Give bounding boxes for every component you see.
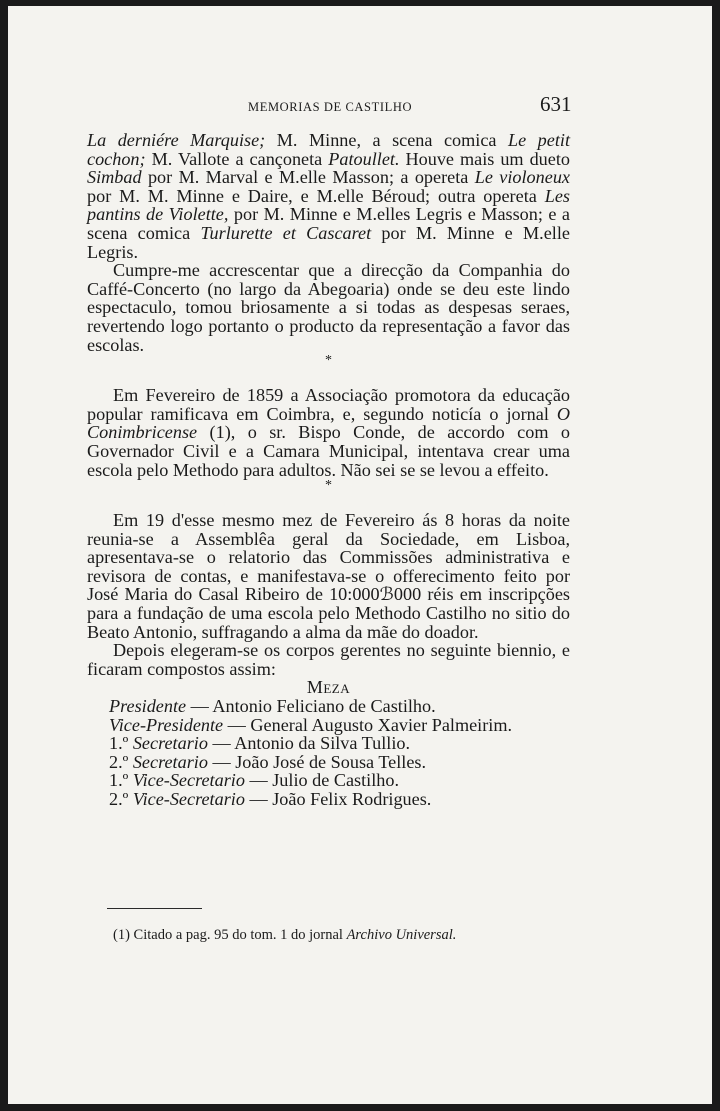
title-italic: Le petit cochon;: [87, 130, 570, 169]
text: por M. M. Minne e Daire, e M.elle Béroud; outra opereta: [87, 185, 545, 206]
title-italic: Patoullet.: [328, 148, 400, 169]
text: M. Vallote a cançoneta: [145, 148, 329, 169]
text: por M. Minne e M.elles Legris e Masson; e a scena comica: [87, 204, 570, 243]
text: M. Minne, a scena comica: [265, 130, 508, 150]
section-separator: *: [325, 478, 332, 494]
roster-row: 2.º Secretario — João José de Sousa Telles.: [109, 751, 427, 772]
text: Houve mais um dueto: [399, 148, 570, 169]
roster-row: 1.º Secretario — Antonio da Silva Tullio.: [109, 733, 411, 754]
paragraph-2: Cumpre-me accrescentar que a direcção da Companhia do Caffé-Concerto (no largo da Abegoaria) onde se deu este lindo espectaculo, tomou briosamente a si todas as despesas seraes, revertendo logo portanto o producto da representação a favor das escolas.: [87, 260, 570, 355]
text: por M. Minne e M.elle Legris.: [87, 222, 570, 262]
officer-roster: [87, 697, 570, 809]
paragraph-4: Em 19 d'esse mesmo mez de Fevereiro ás 8 horas da noite reunia-se a Assemblêa geral da Sociedade, em Lisboa, apresentava-se o relatorio das Commissões administrativa e revisora de contas, e manifestava-se o offerecimento feito por José Maria do Casal Ribeiro de 10:000ℬ000 réis em inscripções para a fundação de uma escola pelo Methodo Castilho no sitio do Beato Antonio, suffragando a alma da mãe do doador.: [87, 510, 570, 642]
section-separator: *: [325, 353, 332, 369]
title-italic: Turlurette et Cascaret: [200, 222, 372, 243]
title-italic: Simbad: [87, 167, 142, 188]
paragraph-5: Depois elegeram-se os corpos gerentes no seguinte biennio, e ficaram compostos assim:: [87, 640, 570, 679]
footnote: [113, 927, 456, 944]
roster-row: Presidente — Antonio Feliciano de Castilho.: [109, 696, 436, 717]
title-italic: La derniére Marquise;: [87, 130, 266, 150]
text: Em Fevereiro de 1859 a Associação promotora da educação popular ramificava em Coimbra, e, segundo noticía o jornal: [87, 385, 570, 424]
page-number: 631: [540, 92, 572, 116]
title-italic: O Conimbricense: [87, 403, 570, 443]
paragraph-3: [87, 386, 570, 479]
title-italic: Les pantins de Violette,: [87, 185, 570, 225]
footnote-divider: [107, 908, 202, 909]
title-italic: Le violoneux: [474, 167, 570, 188]
running-title: MEMORIAS DE CASTILHO: [248, 100, 413, 114]
footnote-title: Archivo Universal.: [346, 927, 457, 943]
paragraph-1: [87, 131, 570, 261]
roster-row: 1.º Vice-Secretario — Julio de Castilho.: [109, 770, 400, 791]
roster-row: Vice-Presidente — General Augusto Xavier Palmeirim.: [109, 714, 513, 735]
meza-heading: Meza: [306, 677, 351, 698]
text: (1), o sr. Bispo Conde, de accordo com o Governador Civil e a Camara Municipal, intentava crear uma escola pelo Methodo para adultos. Não sei se se levou a effeito.: [87, 422, 570, 480]
body-text: [87, 131, 570, 809]
roster-row: 2.º Vice-Secretario — João Felix Rodrigues.: [109, 789, 432, 809]
text: por M. Marval e M.elle Masson; a opereta: [141, 167, 475, 188]
footnote-text: (1) Citado a pag. 95 do tom. 1 do jornal: [113, 927, 347, 943]
